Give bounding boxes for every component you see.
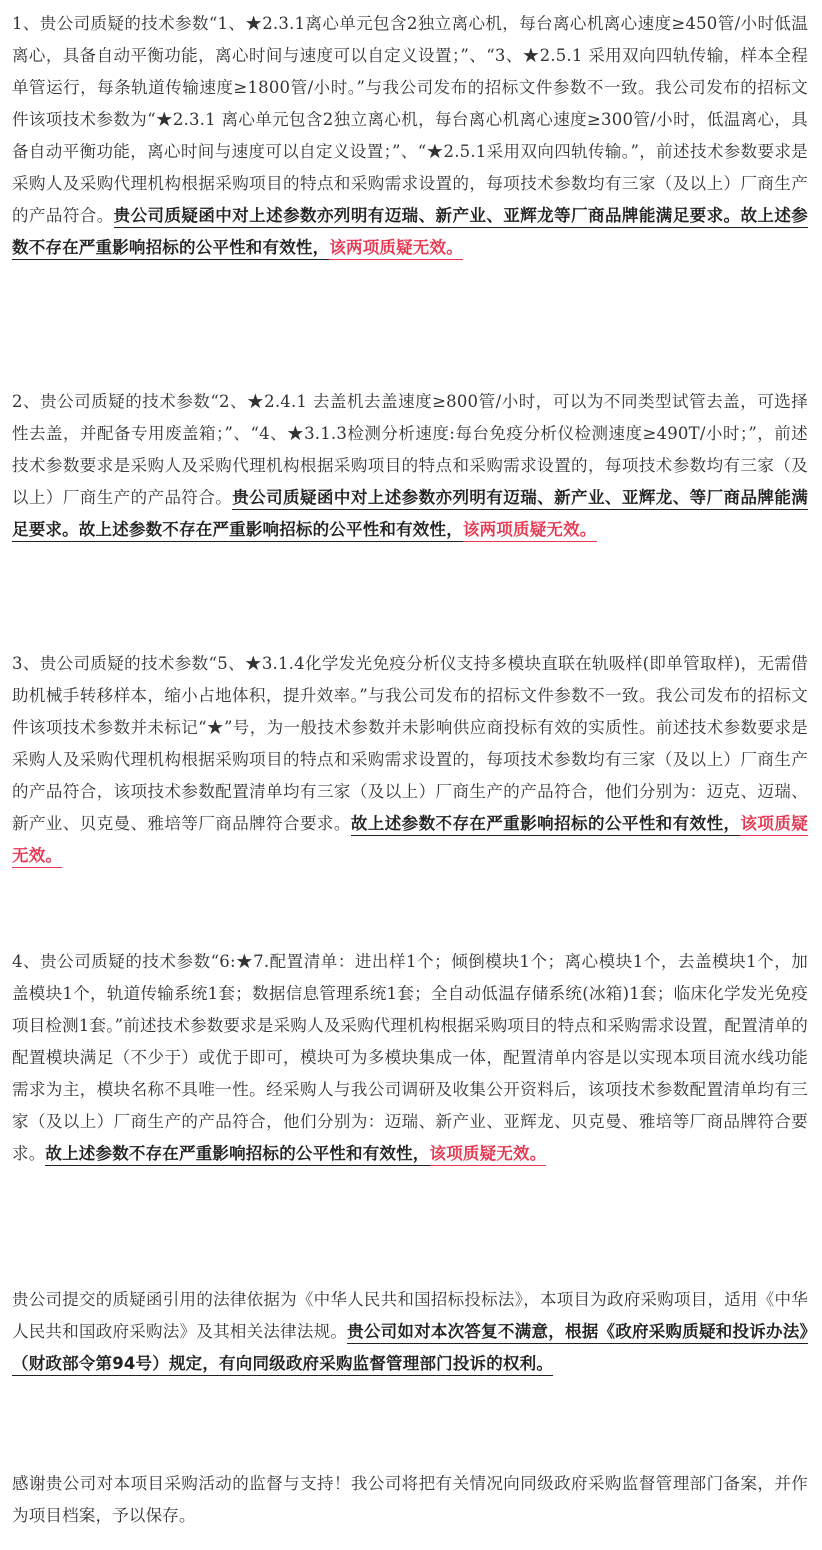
paragraph-1 bbox=[12, 8, 808, 264]
paragraph-3 bbox=[12, 648, 808, 872]
paragraph-1-text: 1、贵公司质疑的技术参数“1、★2.3.1离心单元包含2独立离心机，每台离心机离心速度≥450管/小时低温离心，具备自动平衡功能，离心时间与速度可以自定义设置；”、“3、★2.5.1 采用双向四轨传输，样本全程单管运行，每条轨道传输速度≥1800管/小时。”与我公司发布的招标文件参数不一致。我公司发布的招标文件该项技术参数为“★2.3.1 离心单元包含2独立离心机，每台离心机离心速度≥300管/小时，低温离心，具备自动平衡功能，离心时间与速度可以自定义设置；”、“★2.5.1采用双向四轨传输。”，前述技术参数要求是采购人及采购代理机构根据采购项目的特点和采购需求设置的，每项技术参数均有三家（及以上）厂商生产的产品符合。 bbox=[12, 14, 808, 225]
paragraph-thanks-text: 感谢贵公司对本项目采购活动的监督与支持！我公司将把有关情况向同级政府采购监督管理部门备案，并作为项目档案，予以保存。 bbox=[12, 1474, 808, 1525]
paragraph-thanks bbox=[12, 1468, 808, 1532]
paragraph-2-text: 2、贵公司质疑的技术参数“2、★2.4.1 去盖机去盖速度≥800管/小时，可以为不同类型试管去盖，可选择性去盖，并配备专用废盖箱；”、“4、★3.1.3检测分析速度:每台免疫分析仪检测速度≥490T/小时；”，前述技术参数要求是采购人及采购代理机构根据采购项目的特点和采购需求设置的，每项技术参数均有三家（及以上）厂商生产的产品符合。 bbox=[12, 392, 808, 507]
paragraph-4-text: 4、贵公司质疑的技术参数“6:★7.配置清单：进出样1个；倾倒模块1个；离心模块1个，去盖模块1个，加盖模块1个，轨道传输系统1套；数据信息管理系统1套；全自动低温存储系统(冰箱)1套；临床化学发光免疫项目检测1套。”前述技术参数要求是采购人及采购代理机构根据采购项目的特点和采购需求设置，配置清单的配置模块满足（不少于）或优于即可，模块可为多模块集成一体，配置清单内容是以实现本项目流水线功能需求为主，模块名称不具唯一性。经采购人与我公司调研及收集公开资料后，该项技术参数配置清单均有三家（及以上）厂商生产的产品符合，他们分别为：迈瑞、新产业、亚辉龙、贝克曼、雅培等厂商品牌符合要求。 bbox=[12, 952, 808, 1163]
paragraph-4-conclusion: 该项质疑无效。 bbox=[430, 1144, 547, 1166]
paragraph-legal-basis-text: 贵公司提交的质疑函引用的法律依据为《中华人民共和国招标投标法》，本项目为政府采购项目，适用《中华人民共和国政府采购法》及其相关法律法规。 bbox=[12, 1290, 808, 1341]
paragraph-legal-basis bbox=[12, 1284, 808, 1380]
paragraph-2-conclusion: 该两项质疑无效。 bbox=[463, 520, 597, 542]
paragraph-2-emphasis: 贵公司质疑函中对上述参数亦列明有迈瑞、新产业、亚辉龙、等厂商品牌能满足要求。故上述参数不存在严重影响招标的公平性和有效性， bbox=[12, 488, 808, 542]
paragraph-4 bbox=[12, 946, 808, 1170]
paragraph-1-emphasis: 贵公司质疑函中对上述参数亦列明有迈瑞、新产业、亚辉龙等厂商品牌能满足要求。故上述参数不存在严重影响招标的公平性和有效性， bbox=[12, 206, 808, 260]
paragraph-1-conclusion: 该两项质疑无效。 bbox=[329, 238, 463, 260]
paragraph-3-text: 3、贵公司质疑的技术参数“5、★3.1.4化学发光免疫分析仪支持多模块直联在轨吸样(即单管取样)，无需借助机械手转移样本，缩小占地体积，提升效率。”与我公司发布的招标文件参数不一致。我公司发布的招标文件该项技术参数并未标记“★”号，为一般技术参数并未影响供应商投标有效的实质性。前述技术参数要求是采购人及采购代理机构根据采购项目的特点和采购需求设置的，每项技术参数均有三家（及以上）厂商生产的产品符合，该项技术参数配置清单均有三家（及以上）厂商生产的产品符合，他们分别为：迈克、迈瑞、新产业、贝克曼、雅培等厂商品牌符合要求。 bbox=[12, 654, 808, 833]
paragraph-2 bbox=[12, 386, 808, 546]
paragraph-3-emphasis: 故上述参数不存在严重影响招标的公平性和有效性， bbox=[351, 814, 741, 836]
paragraph-4-emphasis: 故上述参数不存在严重影响招标的公平性和有效性， bbox=[45, 1144, 429, 1166]
paragraph-3-conclusion: 该项质疑无效。 bbox=[12, 814, 808, 868]
paragraph-legal-basis-emphasis: 贵公司如对本次答复不满意，根据《政府采购质疑和投诉办法》（财政部令第94号）规定，有向同级政府采购监督管理部门投诉的权利。 bbox=[12, 1322, 808, 1376]
